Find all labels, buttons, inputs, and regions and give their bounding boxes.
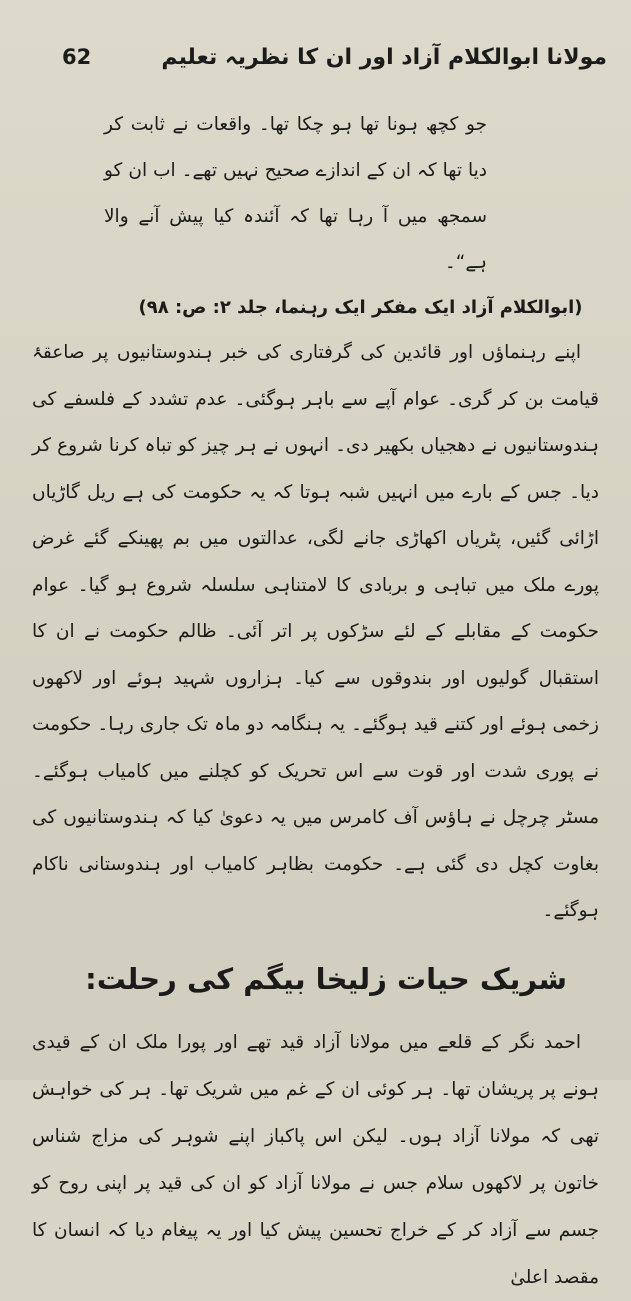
- quote-text: جو کچھ ہونا تھا ہو چکا تھا۔ واقعات نے ثابت کر دیا تھا کہ ان کے اندازے صحیح نہیں تھے۔ اب ان کو سمجھ میں آ رہا تھا کہ آئندہ کیا پیش آنے والا ہے“۔: [104, 114, 487, 273]
- paragraph-2: احمد نگر کے قلعے میں مولانا آزاد قید تھے اور پورا ملک ان کے قیدی ہونے پر پریشان تھا۔ ہر کوئی ان کے غم میں شریک تھا۔ ہر کی خواہش تھی کہ مولانا آزاد ہوں۔ لیکن اس پاکباز اپنے شوہر کی مزاج شناس خاتون پر لاکھوں سلام جس نے مولانا آزاد کو ان کی قید پر اپنی روح کو جسم سے آزاد کر کے خراج تحسین پیش کیا اور یہ پیغام دیا کہ انسان کا مقصد اعلیٰ: [32, 1031, 599, 1288]
- page-content: [24, 102, 607, 1301]
- block-quote: [24, 102, 607, 286]
- page-number: 62: [62, 45, 92, 69]
- running-title: مولانا ابوالکلام آزاد اور ان کا نظریہ تعلیم: [161, 44, 607, 70]
- page-header: [30, 32, 609, 82]
- section-heading: شریک حیات زلیخا بیگم کی رحلت:: [85, 961, 567, 996]
- quote-citation: (ابوالکلام آزاد ایک مفکر ایک رہنما، جلد ۲: ص: ۹۸): [138, 297, 583, 318]
- paragraph-1: اپنے رہنماؤں اور قائدین کی گرفتاری کی خبر ہندوستانیوں پر صاعقۂ قیامت بن کر گری۔ عوام آپے سے باہر ہوگئی۔ عدم تشدد کے فلسفے کی ہندوستانیوں نے دھجیاں بکھیر دی۔ انہوں نے ہر چیز کو تباہ کرنا شروع کر دیا۔ جس کے بارے میں انہیں شبہ ہوتا کہ یہ حکومت کی ہے ریل گاڑیاں اڑائی گئیں، پٹریاں اکھاڑی جانے لگی، عدالتوں میں بم پھینکے گئے غرض پورے ملک میں تباہی و بربادی کا لامتناہی سلسلہ شروع ہو گیا۔ عوام حکومت کے مقابلے کے لئے سڑکوں پر اتر آئی۔ ظالم حکومت نے ان کا استقبال گولیوں اور بندوقوں سے کیا۔ ہزاروں شہید ہوئے اور لاکھوں زخمی ہوئے اور کتنے قید ہوگئے۔ یہ ہنگامہ دو ماہ تک جاری رہا۔ حکومت نے پوری شدت اور قوت سے اس تحریک کو کچلنے میں کامیاب ہوگئے۔ مسٹر چرچل نے ہاؤس آف کامرس میں یہ دعویٰ کیا کہ ہندوستانیوں کی بغاوت کچل دی گئی ہے۔ حکومت بظاہر کامیاب اور ہندوستانی ناکام ہوگئے۔: [32, 342, 599, 921]
